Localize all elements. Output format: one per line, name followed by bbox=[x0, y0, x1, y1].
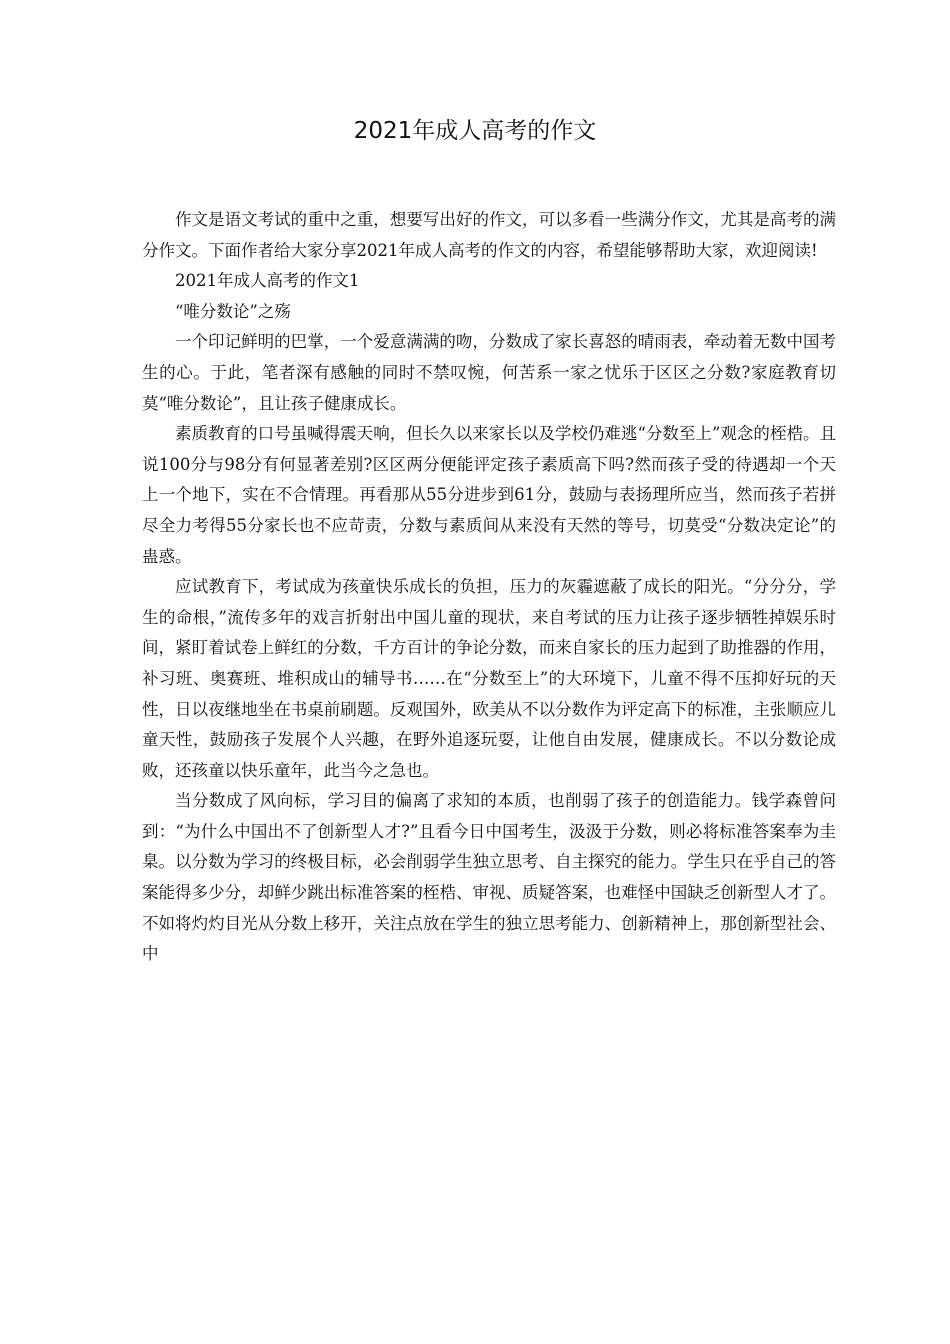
essay-heading: 2021年成人高考的作文1 bbox=[175, 271, 360, 291]
document-body bbox=[142, 205, 836, 970]
document-title: 2021年成人高考的作文 bbox=[353, 118, 597, 144]
essay-title: “唯分数论”之殇 bbox=[175, 301, 291, 321]
body-paragraph: 当分数成了风向标，学习目的偏离了求知的本质，也削弱了孩子的创造能力。钱学森曾问到：“为什么中国出不了创新型人才?”且看今日中国考生，汲汲于分数，则必将标准答案奉为圭臬。以分数为学习的终极目标，必会削弱学生独立思考、自主探究的能力。学生只在乎自己的答案能得多少分，却鲜少跳出标准答案的桎梏、审视、质疑答案，也难怪中国缺乏创新型人才了。不如将灼灼目光从分数上移开，关注点放在学生的独立思考能力、创新精神上，那创新型社会、中 bbox=[142, 791, 836, 964]
body-paragraph: 一个印记鲜明的巴掌，一个爱意满满的吻，分数成了家长喜怒的晴雨表，牵动着无数中国考生的心。于此，笔者深有感触的同时不禁叹惋，何苦系一家之忧乐于区区之分数?家庭教育切莫“唯分数论”，且让孩子健康成长。 bbox=[142, 332, 836, 413]
intro-paragraph: 作文是语文考试的重中之重，想要写出好的作文，可以多看一些满分作文，尤其是高考的满分作文。下面作者给大家分享2021年成人高考的作文的内容，希望能够帮助大家，欢迎阅读! bbox=[142, 210, 836, 260]
body-paragraph: 素质教育的口号虽喊得震天响，但长久以来家长以及学校仍难逃“分数至上”观念的桎梏。且说100分与98分有何显著差别?区区两分便能评定孩子素质高下吗?然而孩子受的待遇却一个天上一个地下，实在不合情理。再看那从55分进步到61分，鼓励与表扬理所应当，然而孩子若拼尽全力考得55分家长也不应苛责，分数与素质间从来没有天然的等号，切莫受“分数决定论”的蛊惑。 bbox=[142, 424, 836, 566]
body-paragraph: 应试教育下，考试成为孩童快乐成长的负担，压力的灰霾遮蔽了成长的阳光。“分分分，学生的命根，”流传多年的戏言折射出中国儿童的现状，来自考试的压力让孩子逐步牺牲掉娱乐时间，紧盯着试卷上鲜红的分数，千方百计的争论分数，而来自家长的压力起到了助推器的作用，补习班、奥赛班、堆积成山的辅导书……在“分数至上”的大环境下，儿童不得不压抑好玩的天性，日以夜继地坐在书桌前刷题。反观国外，欧美从不以分数作为评定高下的标准，主张顺应儿童天性，鼓励孩子发展个人兴趣，在野外追逐玩耍，让他自由发展，健康成长。不以分数论成败，还孩童以快乐童年，此当今之急也。 bbox=[142, 577, 836, 780]
